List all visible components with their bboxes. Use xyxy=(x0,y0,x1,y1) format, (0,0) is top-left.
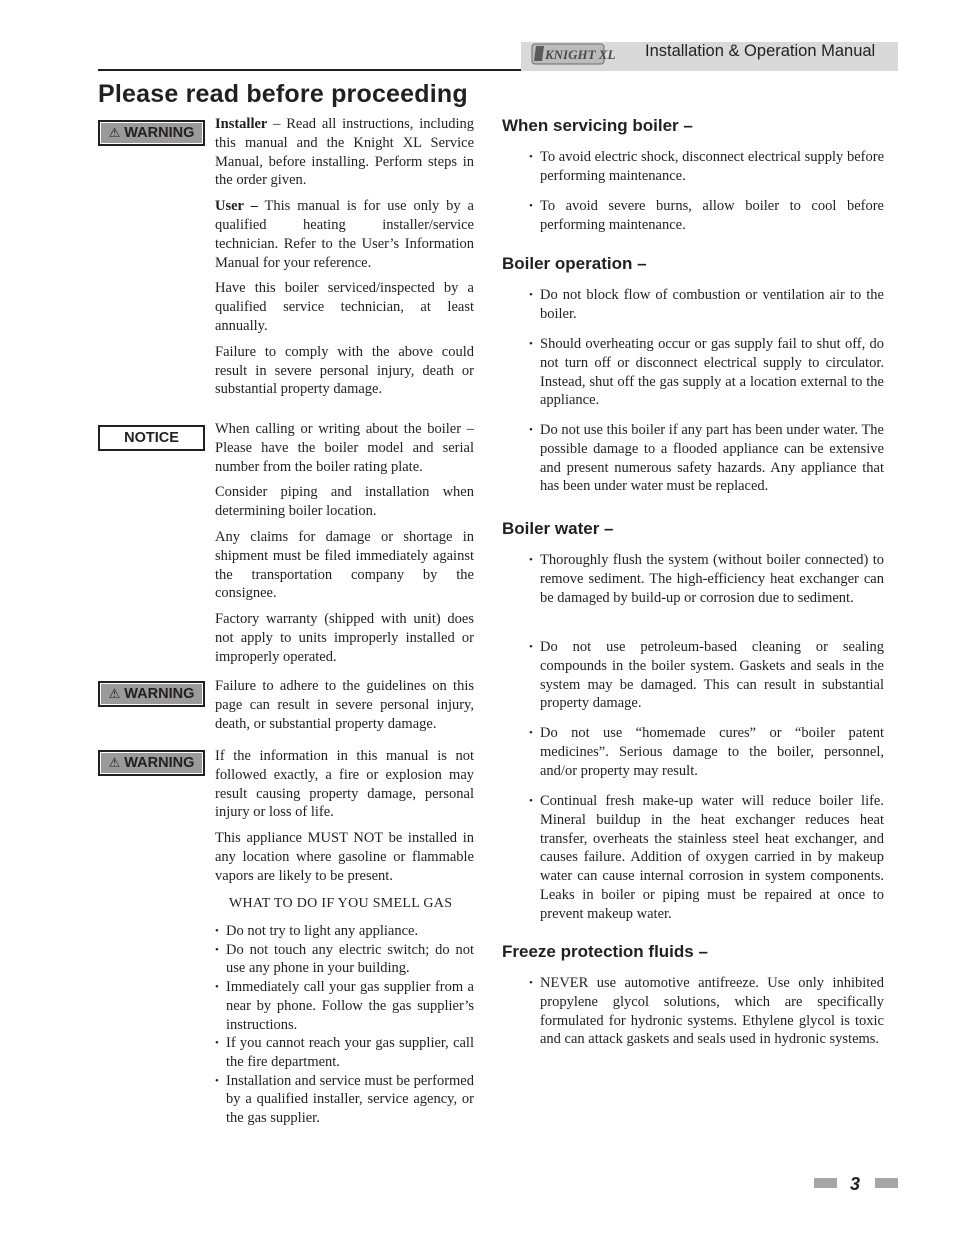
heading-servicing: When servicing boiler – xyxy=(502,116,693,135)
warning-label-2 xyxy=(98,681,205,707)
user-paragraph xyxy=(215,197,474,272)
list-item: • Do not try to light any appliance. xyxy=(215,922,474,941)
warning-triangle-icon: ⚠ xyxy=(108,755,121,770)
list-item: • Do not block flow of combustion or ventilation air to the boiler. xyxy=(540,286,884,324)
page-title: Please read before proceeding xyxy=(98,80,468,108)
warning-label-text: WARNING xyxy=(124,755,195,771)
notice-label xyxy=(98,425,205,451)
knight-xl-logo xyxy=(530,41,616,71)
list-item: • Continual fresh make-up water will reduce boiler life. Mineral buildup in the heat exchanger reduces heat transfer, overheats the stainless steel heat exchanger, and causes failure. Addition of oxygen carried in by makeup water can cause internal corrosion in system components. Leaks in boiler or piping must be repaired at once to prevent makeup water. xyxy=(540,792,884,924)
warning3-block xyxy=(215,747,474,886)
heading-water: Boiler water – xyxy=(502,519,614,538)
list-item: • Do not use “homemade cures” or “boiler patent medicines”. Serious damage to the boiler, personnel, and/or property may result. xyxy=(540,724,884,780)
warning3-paragraph-2: This appliance MUST NOT be installed in any location where gasoline or flammable vapors are likely to be present. xyxy=(215,830,474,884)
warning-label-text: WARNING xyxy=(124,125,195,141)
user-text: This manual is for use only by a qualified heating installer/service technician. Refer to the User’s Information Manual for your reference. xyxy=(215,198,474,271)
warning-label-1 xyxy=(98,120,205,146)
warning-label-3 xyxy=(98,750,205,776)
list-item: • NEVER use automotive antifreeze. Use only inhibited propylene glycol solutions, which are specifically formulated for hydronic systems. Ethylene glycol is toxic and can attack gaskets and seals used in hydronic systems. xyxy=(540,974,884,1049)
list-item: • Immediately call your gas supplier from a near by phone. Follow the gas supplier’s instructions. xyxy=(215,978,474,1034)
list-item: • Thoroughly flush the system (without boiler connected) to remove sediment. The high-efficiency heat exchanger can be damaged by build-up or corrosion due to sediment. xyxy=(540,551,884,607)
list-item: • Should overheating occur or gas supply fail to shut off, do not turn off or disconnect electrical supply to circulator. Instead, shut off the gas supply at a location external to the appliance. xyxy=(540,335,884,410)
warning-label-text: WARNING xyxy=(124,686,195,702)
list-item: • If you cannot reach your gas supplier, call the fire department. xyxy=(215,1034,474,1071)
notice-label-text: NOTICE xyxy=(124,430,179,446)
notice-block xyxy=(215,420,474,667)
notice-paragraph-1: When calling or writing about the boiler – Please have the boiler model and serial number from the boiler rating plate. xyxy=(215,421,474,475)
warning2-block xyxy=(215,677,474,733)
smell-gas-list xyxy=(215,922,474,1128)
notice-paragraph-4: Factory warranty (shipped with unit) does not apply to units improperly installed or improperly operated. xyxy=(215,611,474,665)
warning3-paragraph-1: If the information in this manual is not followed exactly, a fire or explosion may result causing property damage, personal injury or loss of life. xyxy=(215,748,474,821)
user-lead: User – xyxy=(215,198,258,215)
footer-bar-left xyxy=(814,1178,837,1188)
footer-bar-right xyxy=(875,1178,898,1188)
failure-paragraph: Failure to comply with the above could result in severe personal injury, death or substantial property damage. xyxy=(215,343,474,398)
manual-title: Installation & Operation Manual xyxy=(645,42,876,60)
list-item: • Installation and service must be performed by a qualified installer, service agency, or the gas supplier. xyxy=(215,1072,474,1128)
header-rule xyxy=(98,69,521,71)
warning1-block xyxy=(215,115,474,399)
svg-text:KNIGHT XL: KNIGHT XL xyxy=(545,47,616,62)
warning-triangle-icon: ⚠ xyxy=(108,125,121,140)
page-number: 3 xyxy=(850,1174,861,1194)
list-item: • To avoid severe burns, allow boiler to cool before performing maintenance. xyxy=(540,197,884,235)
list-item: • Do not touch any electric switch; do not use any phone in your building. xyxy=(215,941,474,978)
smell-gas-title: WHAT TO DO IF YOU SMELL GAS xyxy=(229,896,453,911)
list-item: • Do not use this boiler if any part has been under water. The possible damage to a flooded appliance can be extensive and present numerous safety hazards. Any appliance that has been under water must be replaced. xyxy=(540,421,884,496)
installer-text: – Read all instructions, including this manual and the Knight XL Service Manual, before installing. Perform steps in the order given. xyxy=(215,116,474,189)
list-item: • To avoid electric shock, disconnect electrical supply before performing maintenance. xyxy=(540,148,884,186)
warning-triangle-icon: ⚠ xyxy=(108,686,121,701)
warning2-paragraph: Failure to adhere to the guidelines on this page can result in severe personal injury, death, or substantial property damage. xyxy=(215,678,474,732)
service-paragraph: Have this boiler serviced/inspected by a qualified service technician, at least annually. xyxy=(215,280,474,334)
list-item: • Do not use petroleum-based cleaning or sealing compounds in the boiler system. Gaskets and seals in the system may be damaged. This can result in substantial property damage. xyxy=(540,638,884,713)
heading-freeze: Freeze protection fluids – xyxy=(502,942,708,961)
installer-lead: Installer xyxy=(215,116,268,132)
installer-paragraph xyxy=(215,115,474,190)
notice-paragraph-2: Consider piping and installation when determining boiler location. xyxy=(215,484,474,520)
heading-operation: Boiler operation – xyxy=(502,254,647,273)
notice-paragraph-3: Any claims for damage or shortage in shipment must be filed immediately against the transportation company by the consignee. xyxy=(215,528,474,602)
